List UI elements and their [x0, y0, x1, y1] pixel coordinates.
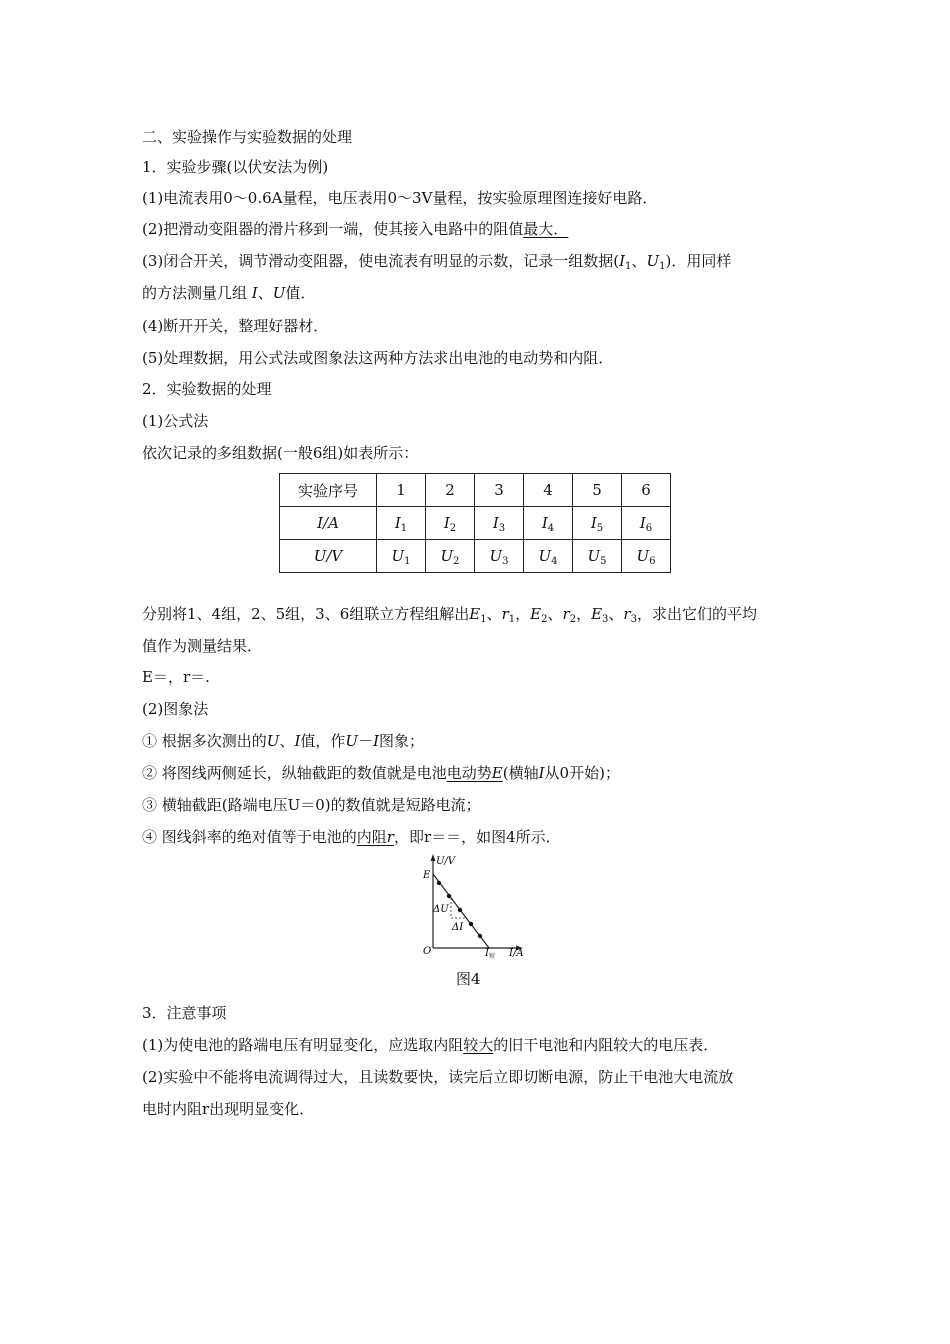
table-cell: $I_3$ — [475, 507, 524, 540]
table-header-label: 实验序号 — [280, 474, 377, 507]
table-cell: $U_5$ — [573, 540, 622, 573]
table-row — [280, 540, 671, 573]
table-cell: $U_4$ — [524, 540, 573, 573]
step-2: (2)把滑动变阻器的滑片移到一端，使其接入电路中的阻值最大． — [142, 220, 569, 238]
table-col-header: 6 — [622, 474, 671, 507]
table-col-header: 3 — [475, 474, 524, 507]
data-point — [478, 934, 482, 938]
table-intro: 依次记录的多组数据(一般6组)如表所示： — [142, 444, 419, 462]
row-label-voltage: U/V — [280, 540, 377, 573]
note-1: (1)为使电池的路端电压有明显变化，应选取内阻较大的旧干电池和内阻较大的电压表． — [142, 1036, 719, 1054]
table-col-header: 5 — [573, 474, 622, 507]
step-3-line-2: 的方法测量几组 I、U值． — [142, 284, 316, 302]
data-point — [447, 894, 451, 898]
table-cell: $I_1$ — [377, 507, 426, 540]
steps-heading: 1．实验步骤(以伏安法为例) — [142, 158, 329, 176]
i-short-label: $I_短$ — [485, 948, 495, 960]
row-label-current: I/A — [280, 507, 377, 540]
notes-heading: 3．注意事项 — [142, 1004, 227, 1022]
data-point — [437, 881, 441, 885]
table-cell: $U_3$ — [475, 540, 524, 573]
delta-i-label: ΔI — [452, 922, 464, 933]
table-col-header: 2 — [426, 474, 475, 507]
processing-heading: 2．实验数据的处理 — [142, 380, 272, 398]
figure-caption: 图4 — [456, 970, 481, 988]
step-4: (4)断开开关，整理好器材． — [142, 317, 329, 335]
data-point — [458, 908, 462, 912]
delta-u-label: ΔU — [433, 904, 449, 915]
table-cell: $I_6$ — [622, 507, 671, 540]
y-axis-label: U/V — [436, 856, 456, 867]
graph-heading: (2)图象法 — [142, 700, 209, 718]
graph-point-2: ② 将图线两侧延长，纵轴截距的数值就是电池电动势E(横轴I从0开始)； — [142, 764, 620, 782]
step-1: (1)电流表用0～0.6A量程，电压表用0～3V量程，按实验原理图连接好电路． — [142, 189, 658, 207]
table-cell: $U_6$ — [622, 540, 671, 573]
x-axis-label: I/A — [509, 948, 524, 959]
origin-label: O — [423, 946, 432, 957]
data-table — [279, 473, 671, 573]
e-label: E — [423, 870, 431, 881]
table-cell: $I_4$ — [524, 507, 573, 540]
table-cell: $I_5$ — [573, 507, 622, 540]
step-3-line-1: (3)闭合开关，调节滑动变阻器，使电流表有明显的示数，记录一组数据($I_1$、$U_1$)．用同样 — [142, 252, 732, 272]
step-5: (5)处理数据，用公式法或图象法这两种方法求出电池的电动势和内阻． — [142, 349, 614, 367]
table-col-header: 4 — [524, 474, 573, 507]
table-row — [280, 507, 671, 540]
result-line: E＝，r＝. — [142, 668, 210, 686]
y-axis-arrow — [431, 854, 436, 861]
section-title: 二、实验操作与实验数据的处理 — [142, 128, 353, 146]
formula-heading: (1)公式法 — [142, 412, 209, 430]
table-cell: $I_2$ — [426, 507, 475, 540]
solve-line-1: 分别将1、4组，2、5组，3、6组联立方程组解出$E_1$、$r_1$，$E_2$、$r_2$，$E_3$、$r_3$，求出它们的平均 — [142, 605, 757, 625]
note-2-line-1: (2)实验中不能将电流调得过大，且读数要快，读完后立即切断电源，防止干电池大电流放 — [142, 1068, 734, 1086]
solve-line-2: 值作为测量结果． — [142, 637, 263, 655]
graph-point-3: ③ 横轴截距(路端电压U＝0)的数值就是短路电流； — [142, 796, 481, 814]
table-col-header: 1 — [377, 474, 426, 507]
note-2-line-2: 电时内阻r出现明显变化． — [142, 1100, 315, 1118]
graph-point-1: ① 根据多次测出的U、I值，作U－I图象； — [142, 732, 425, 750]
graph-point-4: ④ 图线斜率的绝对值等于电池的内阻r，即r＝＝，如图4所示． — [142, 828, 561, 846]
u-i-graph-figure — [405, 850, 535, 962]
data-point — [469, 922, 473, 926]
table-cell: $U_1$ — [377, 540, 426, 573]
table-cell: $U_2$ — [426, 540, 475, 573]
table-row — [280, 474, 671, 507]
